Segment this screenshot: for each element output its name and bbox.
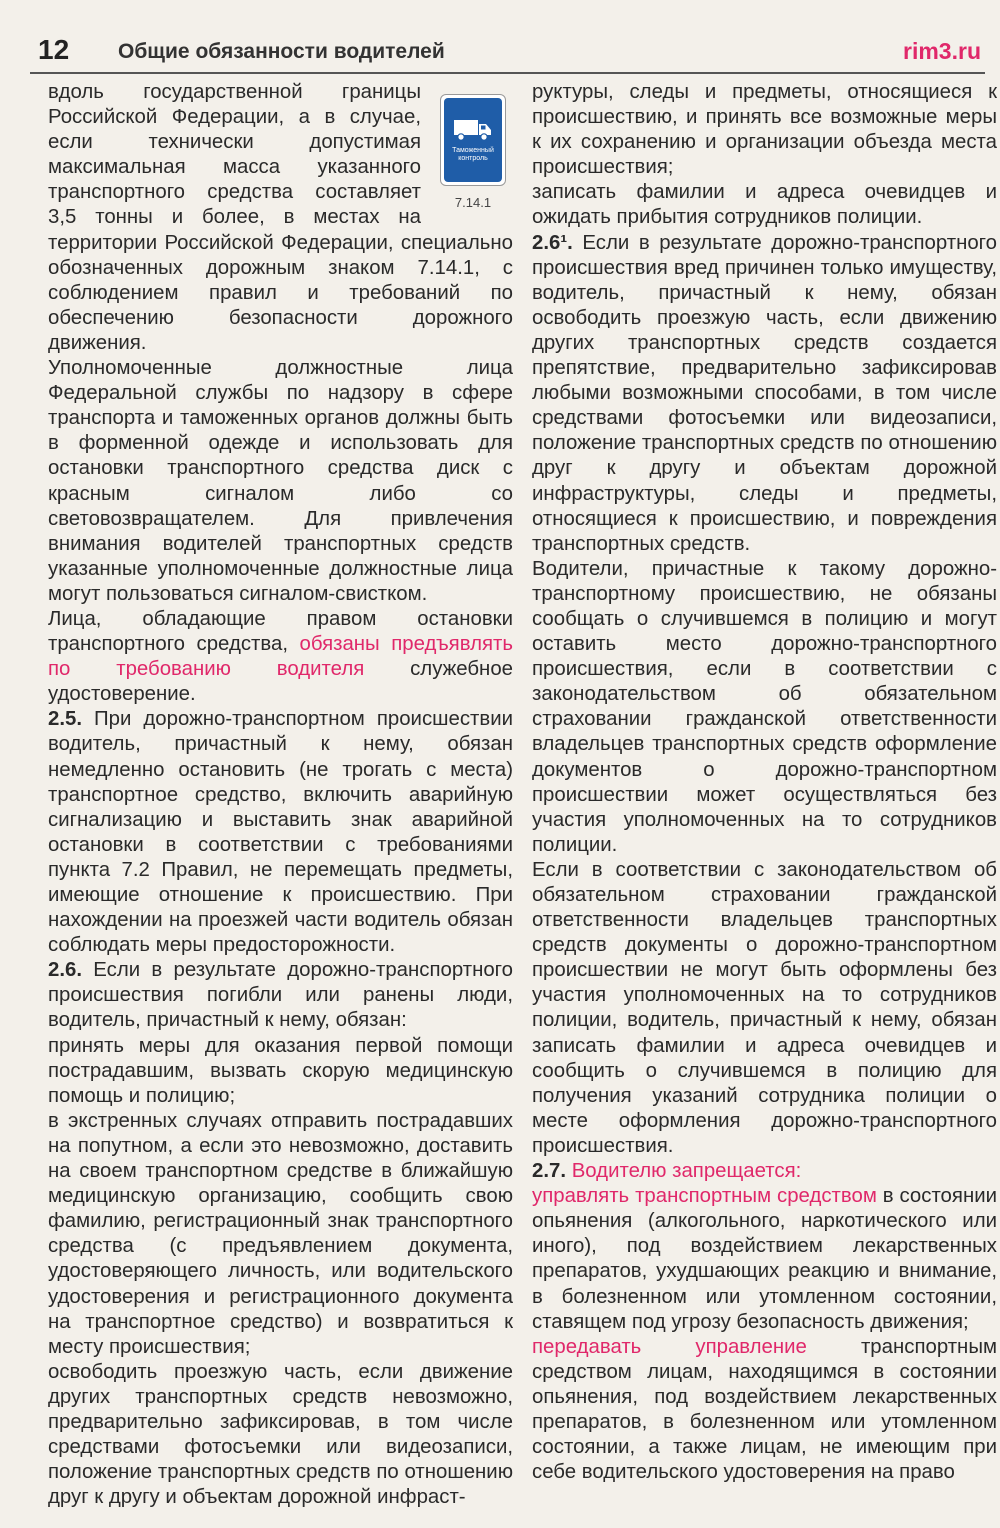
paragraph-text: служебное удостоверение. <box>48 658 513 706</box>
paragraph: записать фамилии и адреса очевидцев и ожидать прибытия сотрудников полиции. <box>532 181 997 229</box>
page-header <box>30 28 985 74</box>
truck-icon <box>453 117 493 143</box>
clause-text: Если в результате дорожно-транспортного происшествия погибли или ранены люди, водитель, причастный к нему, обязан: <box>48 959 513 1032</box>
section-title: Общие обязанности водителей <box>118 40 445 63</box>
clause-2-5 <box>48 707 513 958</box>
customs-control-sign <box>440 94 506 186</box>
paragraph: Уполномоченные должностные лица Федеральной службы по надзору в сфере транспорта и таможенных органов должны быть в форменной одежде и использовать для остановки транспортного средства диск с красным сигналом либо со световозвращателем. Для привлечения внимания водителей транспортных средств указанные уполномоченные должностные лица могут пользоваться сигналом-свистком. <box>48 357 513 605</box>
highlight-text: Водителю запрещается: <box>571 1160 802 1183</box>
clause-text: При дорожно-транспортном происшествии водитель, причастный к нему, обязан немедленно остановить (не трогать с места) транспортное средство, включить аварийную сигнализацию и выставить знак аварийной остановки в соответствии с требованиями пункта 7.2 Правил, не перемещать предметы, имеющие отношение к происшествию. При нахождении на проезжей части водитель обязан соблюдать меры предосторожности. <box>48 708 513 957</box>
left-column <box>48 80 513 1510</box>
paragraph-text: вдоль государственной границы Российской Федерации, а в случае, если технически допустимая максимальная масса указанного транспортного средства составляет 3,5 тонны и более, в местах на территории Российской Федерации, специально обозначенных дорожным знаком 7.14.1, с соблюдением правил и требований по обеспечению безопасности дорожного движения. <box>48 81 513 354</box>
clause-number: 2.5. <box>48 708 83 731</box>
sign-text: Таможенный контроль <box>452 147 494 162</box>
highlight-text: обязаны предъявлять по требованию водителя <box>48 633 513 681</box>
paragraph <box>532 1184 997 1335</box>
paragraph-text: транспортным средством лицам, находящимся в состоянии опьянения, под воздействием лекарственных препаратов, в болезненном или утомленном состоянии, а также лицам, не имеющим при себе водительского удостоверения на право <box>532 1335 997 1484</box>
road-sign-figure <box>435 94 511 215</box>
paragraph <box>48 607 513 707</box>
site-link[interactable]: rim3.ru <box>903 38 981 64</box>
clause-text: Если в результате дорожно-транспортного происшествия вред причинен только имуществу, водитель, причастный к нему, обязан освободить проезжую часть, если движению других транспортных средств создается препятствие, предварительно зафиксировав любыми возможными способами, в том числе средствами фотосъемки или видеозаписи, положение транспортных средств по отношению друг к другу и объектам дорожной инфраструктуры, следы и предметы, относящиеся к происшествию, и повреждения транспортных средств. <box>532 231 997 555</box>
clause-number: 2.6. <box>48 959 83 982</box>
right-column <box>532 80 997 1510</box>
paragraph: руктуры, следы и предметы, относящиеся к происшествию, и принять все возможные меры к их сохранению и организации объезда места происшествия; <box>532 81 997 179</box>
sign-caption: 7.14.1 <box>454 195 492 210</box>
paragraph <box>48 80 513 356</box>
highlight-text: управлять транспортным средством <box>532 1185 877 1208</box>
page-number: 12 <box>38 34 70 65</box>
paragraph: Если в соответствии с законодательством об обязательном страховании гражданской ответственности владельцев транспортных средств документы о дорожно-транспортном происшествии не могут быть оформлены без участия уполномоченных на то сотрудников полиции, водитель, причастный к нему, обязан записать фамилии и адреса очевидцев и сообщить о случившемся в полицию для получения указаний сотрудника полиции о месте оформления дорожно-транспортного происшествия. <box>532 858 997 1157</box>
paragraph: принять меры для оказания первой помощи пострадавшим, вызвать скорую медицинскую помощь и полицию; <box>48 1034 513 1107</box>
clause-2-7 <box>532 1159 997 1184</box>
clause-2-6-1 <box>532 231 997 557</box>
paragraph <box>532 1335 997 1486</box>
paragraph: освободить проезжую часть, если движение других транспортных средств невозможно, предварительно зафиксировав, в том числе средствами фотосъемки или видеозаписи, положение транспортных средств по отношению друг к другу и объектам дорожной инфраст- <box>48 1360 513 1509</box>
clause-number: 2.6¹. <box>532 231 573 254</box>
clause-2-6 <box>48 958 513 1033</box>
highlight-text: передавать управление <box>532 1335 807 1358</box>
paragraph: Водители, причастные к такому дорожно-транспортному происшествию, не обязаны сообщать о случившемся в полицию и могут оставить место дорожно-транспортного происшествия, если в соответствии с законодательством об обязательном страховании гражданской ответственности владельцев транспортных средств оформление документов о дорожно-транспортном происшествии может осуществляться без участия уполномоченных на то сотрудников полиции. <box>532 557 997 856</box>
paragraph-text: в состоянии опьянения (алкогольного, наркотического или иного), под воздействием лекарственных препаратов, ухудшающих реакцию и внимание, в болезненном или утомленном состоянии, ставящем под угрозу безопасность движения; <box>532 1185 997 1333</box>
paragraph: в экстренных случаях отправить пострадавших на попутном, а если это невозможно, доставить на своем транспортном средстве в ближайшую медицинскую организацию, сообщить свою фамилию, регистрационный знак транспортного средства (с предъявлением документа, удостоверяющего личность, или водительского удостоверения и регистрационного документа на транспортное средство) и возвратиться к месту происшествия; <box>48 1109 513 1358</box>
paragraph-text: Лица, обладающие правом остановки транспортного средства, <box>48 607 513 656</box>
clause-number: 2.7. <box>532 1160 567 1183</box>
